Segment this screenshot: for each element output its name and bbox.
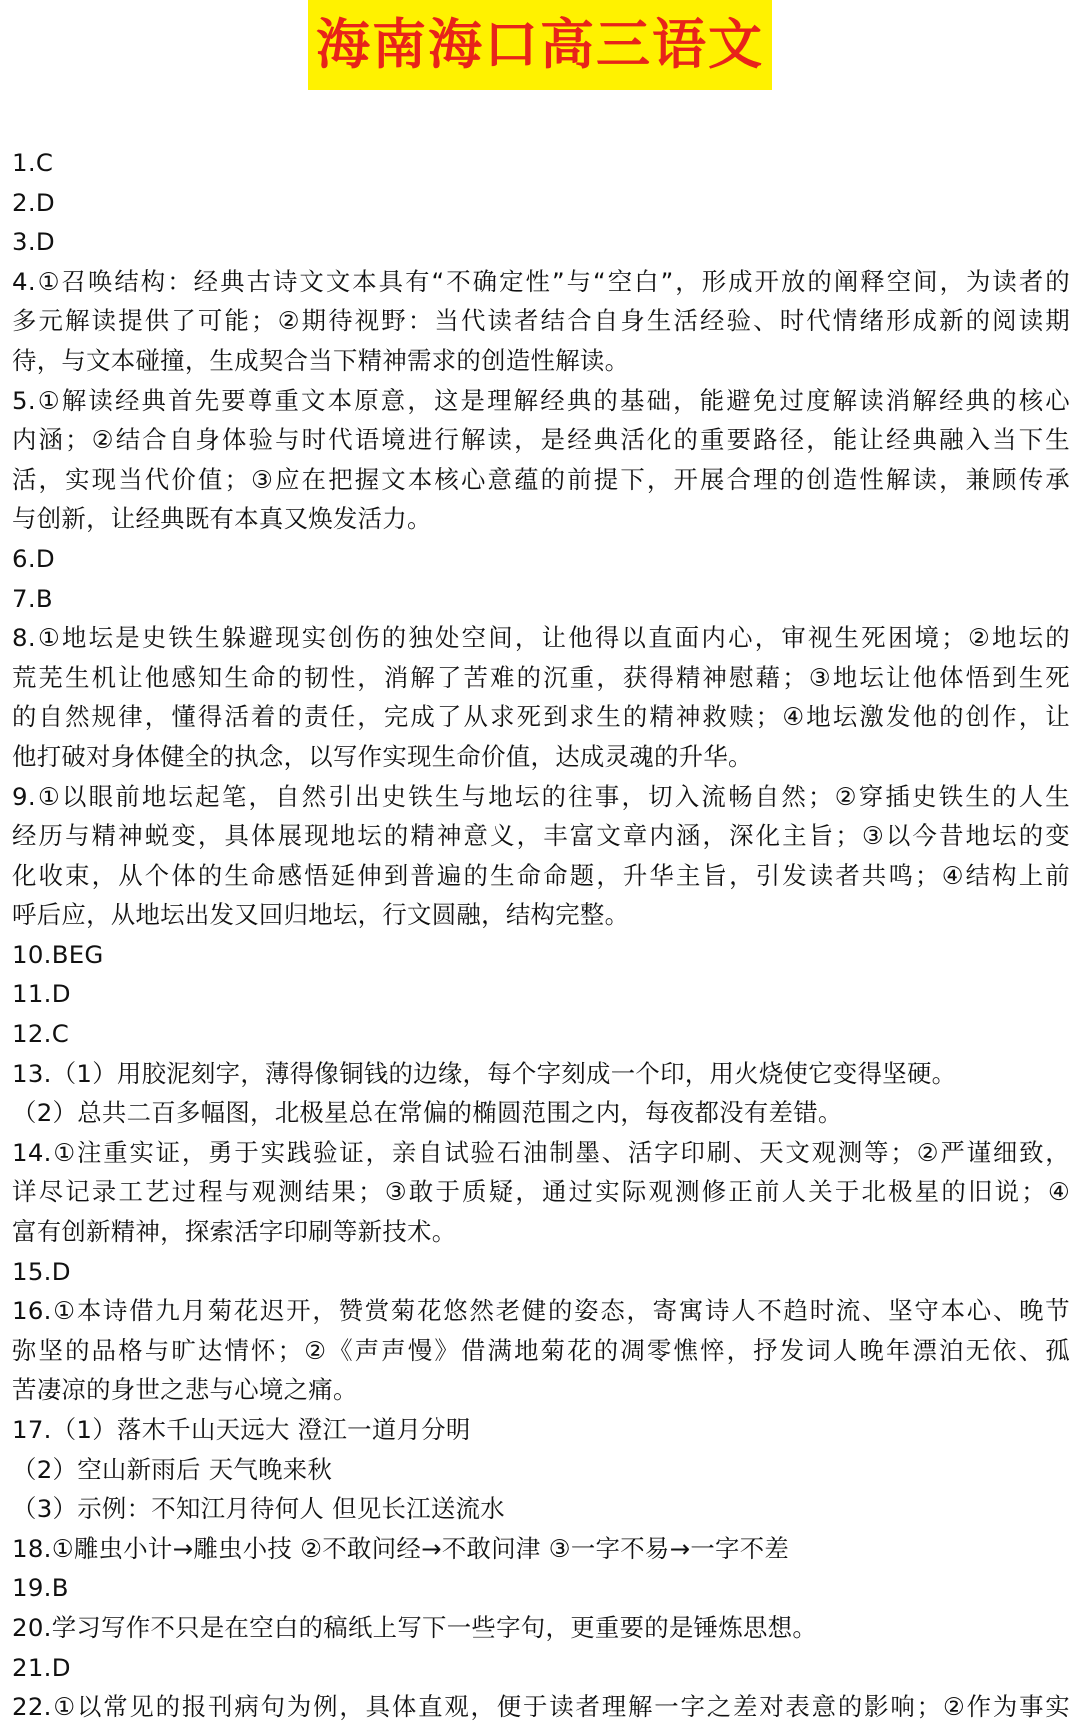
- answer-line: 富有创新精神，探索活字印刷等新技术。: [12, 1217, 457, 1247]
- answer-line: 化收束，从个体的生命感悟延伸到普遍的生命命题，升华主旨，引发读者共鸣；④结构上前: [12, 860, 1070, 890]
- answer-line: 20.学习写作不只是在空白的稿纸上写下一些字句，更重要的是锤炼思想。: [12, 1612, 818, 1642]
- answer-line: 3.D: [12, 227, 55, 257]
- answer-line: 内涵；②结合自身体验与时代语境进行解读，是经典活化的重要路径，能让经典融入当下生: [12, 425, 1070, 455]
- answer-line: 14.①注重实证，勇于实践验证，亲自试验石油制墨、活字印刷、天文观测等；②严谨细致，: [12, 1137, 1070, 1167]
- answer-line: （2）总共二百多幅图，北极星总在常偏的椭圆范围之内，每夜都没有差错。: [12, 1098, 843, 1128]
- answer-line: 13.（1）用胶泥刻字，薄得像铜钱的边缘，每个字刻成一个印，用火烧使它变得坚硬。: [12, 1058, 957, 1088]
- answer-line: 弥坚的品格与旷达情怀；②《声声慢》借满地菊花的凋零憔悴，抒发词人晚年漂泊无依、孤: [12, 1335, 1070, 1365]
- answer-line: 10.BEG: [12, 939, 104, 969]
- answer-line: 1.C: [12, 148, 54, 177]
- page-title: 海南海口高三语文: [308, 0, 772, 90]
- answer-line: （3）示例：不知江月待何人 但见长江送流水: [12, 1494, 505, 1524]
- answer-line: 2.D: [12, 187, 55, 217]
- answer-line: 9.①以眼前地坛起笔，自然引出史铁生与地坛的往事，切入流畅自然；②穿插史铁生的人生: [12, 781, 1070, 811]
- answer-line: 与创新，让经典既有本真又焕发活力。: [12, 504, 432, 534]
- answer-line: 22.①以常见的报刊病句为例，具体直观，便于读者理解一字之差对表意的影响；②作为事实: [12, 1692, 1070, 1722]
- answer-line: （2）空山新雨后 天气晚来秋: [12, 1454, 333, 1484]
- answer-line: 21.D: [12, 1652, 71, 1682]
- answer-line: 18.①雕虫小计→雕虫小技 ②不敢问经→不敢问津 ③一字不易→一字不差: [12, 1533, 790, 1563]
- answer-line: 苦凄凉的身世之悲与心境之痛。: [12, 1375, 358, 1405]
- title-banner: [0, 0, 1080, 110]
- answer-line: 经历与精神蜕变，具体展现地坛的精神意义，丰富文章内涵，深化主旨；③以今昔地坛的变: [12, 821, 1070, 851]
- answer-line: 7.B: [12, 583, 53, 613]
- answer-line: 的自然规律，懂得活着的责任，完成了从求死到求生的精神救赎；④地坛激发他的创作，让: [12, 702, 1070, 732]
- answer-line: 6.D: [12, 543, 55, 573]
- answer-line: 12.C: [12, 1019, 70, 1049]
- answer-line: 他打破对身体健全的执念，以写作实现生命价值，达成灵魂的升华。: [12, 741, 753, 771]
- answer-line: 5.①解读经典首先要尊重文本原意，这是理解经典的基础，能避免过度解读消解经典的核心: [12, 385, 1070, 415]
- answer-line: 15.D: [12, 1256, 71, 1286]
- answer-line: 详尽记录工艺过程与观测结果；③敢于质疑，通过实际观测修正前人关于北极星的旧说；④: [12, 1177, 1070, 1207]
- answer-line: 19.B: [12, 1573, 69, 1603]
- answer-line: 多元解读提供了可能；②期待视野：当代读者结合自身生活经验、时代情绪形成新的阅读期: [12, 306, 1070, 336]
- answer-line: 呼后应，从地坛出发又回归地坛，行文圆融，结构完整。: [12, 900, 630, 930]
- answer-line: 4.①召唤结构：经典古诗文文本具有“不确定性”与“空白”，形成开放的阐释空间，为读者的: [12, 266, 1070, 296]
- answer-line: 16.①本诗借九月菊花迟开，赞赏菊花悠然老健的姿态，寄寓诗人不趋时流、坚守本心、晚节: [12, 1296, 1070, 1326]
- answer-line: 11.D: [12, 979, 71, 1009]
- answer-line: 待，与文本碰撞，生成契合当下精神需求的创造性解读。: [12, 345, 630, 375]
- answer-line: 活，实现当代价值；③应在把握文本核心意蕴的前提下，开展合理的创造性解读，兼顾传承: [12, 464, 1070, 494]
- answer-line: 17.（1）落木千山天远大 澄江一道月分明: [12, 1415, 471, 1444]
- answer-line: 8.①地坛是史铁生躲避现实创伤的独处空间，让他得以直面内心，审视生死困境；②地坛的: [12, 623, 1070, 653]
- answer-line: 荒芜生机让他感知生命的韧性，消解了苦难的沉重，获得精神慰藉；③地坛让他体悟到生死: [12, 662, 1070, 692]
- answer-list: [12, 143, 1070, 1727]
